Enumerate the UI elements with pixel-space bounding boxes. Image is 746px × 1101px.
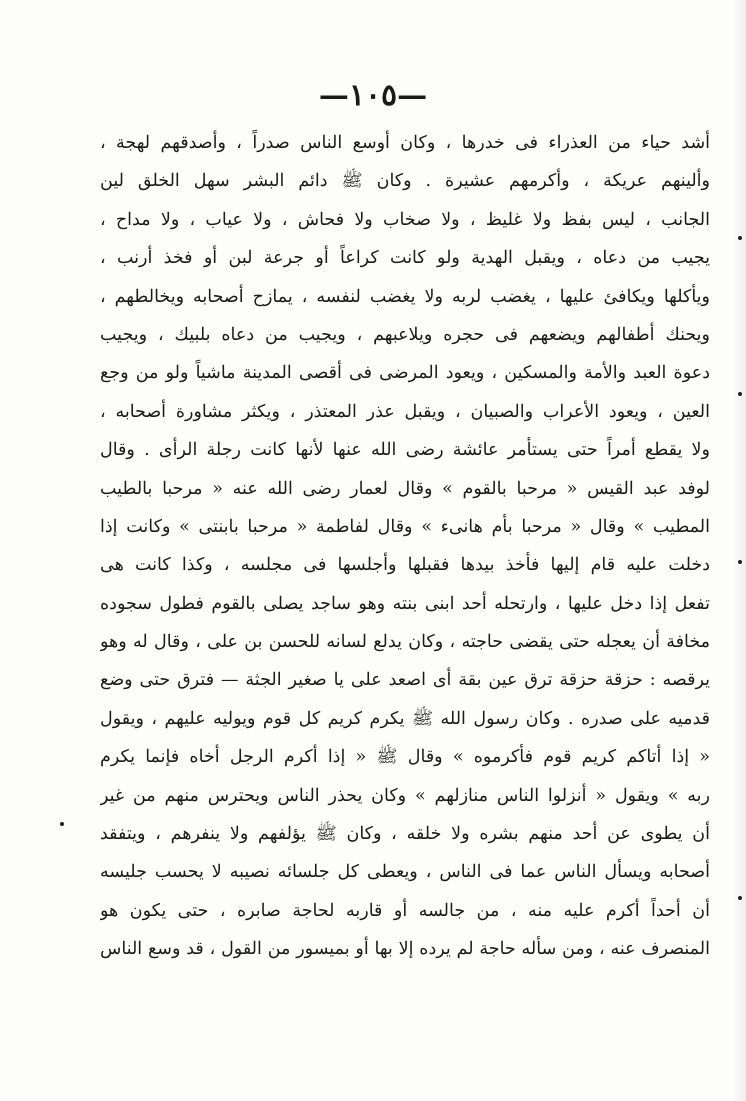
text-line: العين ، ويعود الأعراب والصبيان ، ويقبل عذر المعتذر ، ويكثر مشاورة أصحابه ، [100,401,710,422]
text-line: قدميه على صدره . وكان رسول الله ﷺ يكرم كريم كل قوم ويوليه عليهم ، ويقول [100,708,710,729]
text-line: المطيب » وقال « مرحبا بأم هانىء » وقال لفاطمة « مرحبا بابنتى » وكانت إذا [100,516,710,537]
margin-dot [60,822,64,826]
text-line: ويحنك أطفالهم ويضعهم فى حجره ويلاعبهم ، ويجيب من دعاه بلبيك ، ويجيب [100,324,710,345]
text-line: تفعل إذا دخل عليها ، وارتحله أحد ابنى بنته وهو ساجد يصلى بالقوم فطول سجوده [100,593,710,614]
text-line: دعوة العبد والأمة والمسكين ، ويعود المرضى فى أقصى المدينة ماشياً ولو من وجع [100,363,710,384]
text-line: أشد حياء من العذراء فى خدرها ، وكان أوسع الناس صدراً ، وأصدقهم لهجة ، [100,133,710,153]
text-line: أصحابه ويسأل الناس عما فى الناس ، ويعطى كل جلسائه نصيبه لا يحسب جليسه [100,862,710,883]
text-line: ويأكلها ويكافئ عليها ، يغضب لربه ولا يغضب لنفسه ، يمازح أصحابه ويخالطهم ، [100,286,710,307]
text-line: مخافة أن يعجله حتى يقضى حاجته ، وكان يدلع لسانه للحسن بن على ، وقال له وهو [100,632,710,653]
text-line: يرقصه : حزقة حزقة ترق عين بقة أى اصعد على يا صغير الجثة — فترق حتى وضع [100,670,710,691]
text-line: أن يطوى عن أحد منهم بشره ولا خلقه ، وكان ﷺ يؤلفهم ولا ينفرهم ، ويتفقد [100,824,710,845]
text-line: المنصرف عنه ، ومن سأله حاجة لم يرده إلا بها أو بميسور من القول ، قد وسع الناس [100,939,710,960]
text-line: ولا يقطع أمراً حتى يستأمر عائشة رضى الله عنها لأنها كانت رجلة الرأى . وقال [100,440,710,461]
text-line: دخلت عليه قام إليها فأخذ بيدها فقبلها وأجلسها فى مجلسه ، وكذا كانت هى [100,555,710,576]
text-line: وألينهم عريكة ، وأكرمهم عشيرة . وكان ﷺ دائم البشر سهل الخلق لين [100,171,710,192]
body-text [100,124,710,969]
page-number: —١٠٥— [318,78,428,113]
text-line: يجيب من دعاه ، ويقبل الهدية ولو كانت كراعاً أو جرعة لبن أو فخذ أرنب ، [100,248,710,269]
text-line: « إذا أتاكم كريم قوم فأكرموه » وقال ﷺ « إذا أكرم الرجل أخاه فإنما يكرم [100,747,710,768]
text-line: الجانب ، ليس بفظ ولا غليظ ، ولا صخاب ولا فحاش ، ولا عياب ، ولا مداح ، [100,209,710,230]
text-line: لوفد عبد القيس « مرحبا بالقوم » وقال لعمار رضى الله عنه « مرحبا بالطيب [100,478,710,499]
text-line: ربه » ويقول « أنزلوا الناس منازلهم » وكان يحذر الناس ويحترس منهم من غير [100,785,710,806]
page-edge-shadow [732,0,746,1101]
text-line: أن أحداً أكرم عليه منه ، من جالسه أو قاربه لحاجة صابره ، حتى يكون هو [100,900,710,921]
